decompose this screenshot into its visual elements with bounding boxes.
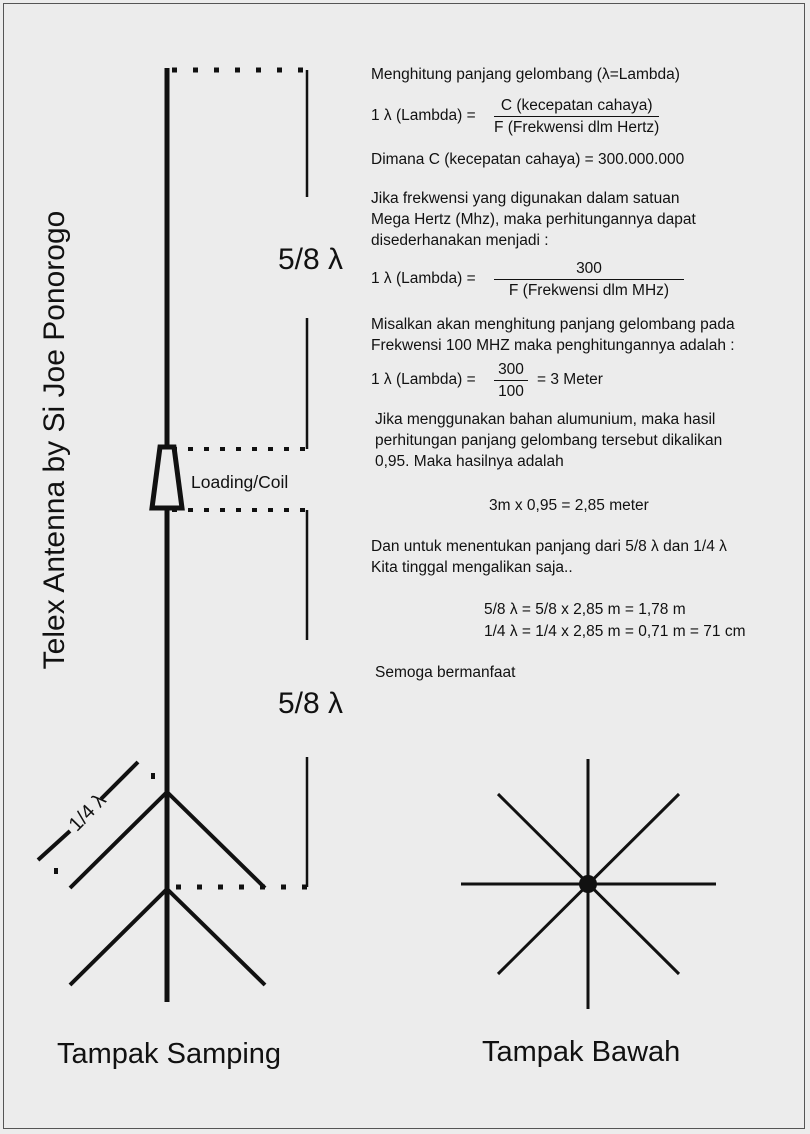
radial-length-label: 1/4 λ (64, 789, 111, 836)
closing-text: Semoga bermanfaat (375, 664, 516, 681)
formula2-numerator: 300 (494, 259, 684, 280)
heading: Menghitung panjang gelombang (λ=Lambda) (371, 66, 680, 83)
formula3-fraction (494, 360, 528, 401)
example-line-2: Frekwensi 100 MHZ maka penghitungannya adalah : (371, 337, 735, 354)
result-one-quarter: 1/4 λ = 1/4 x 2,85 m = 0,71 m = 71 cm (484, 623, 746, 640)
caption-side-view: Tampak Samping (57, 1038, 282, 1070)
star-center (579, 875, 597, 893)
dot-radial-bottom (54, 868, 58, 874)
c-value: Dimana C (kecepatan cahaya) = 300.000.000 (371, 151, 685, 168)
dim-radial-upper (101, 762, 138, 799)
mhz-line-3: disederhanakan menjadi : (371, 232, 549, 249)
formula1-lhs: 1 λ (Lambda) = (371, 107, 476, 124)
side-title: Telex Antenna by Si Joe Ponorogo (38, 210, 71, 670)
formula3-lhs: 1 λ (Lambda) = (371, 371, 476, 388)
determine-line-2: Kita tinggal mengalikan saja.. (371, 559, 573, 576)
lower-length-label: 5/8 λ (278, 687, 344, 720)
radial-lower-left (70, 889, 167, 985)
formula2-fraction (494, 259, 684, 300)
alu-line-3: 0,95. Maka hasilnya adalah (375, 453, 564, 470)
upper-length-label: 5/8 λ (278, 243, 344, 276)
example-line-1: Misalkan akan menghitung panjang gelombang pada (371, 316, 735, 333)
formula1-numerator: C (kecepatan cahaya) (494, 96, 659, 117)
mhz-line-1: Jika frekwensi yang digunakan dalam satuan (371, 190, 680, 207)
determine-line-1: Dan untuk menentukan panjang dari 5/8 λ dan 1/4 λ (371, 538, 727, 555)
formula3-denominator: 100 (498, 383, 524, 400)
alu-result: 3m x 0,95 = 2,85 meter (489, 497, 649, 514)
radial-upper-right (167, 792, 265, 888)
dot-radial-top (151, 773, 155, 779)
caption-bottom-view: Tampak Bawah (482, 1036, 681, 1068)
loading-coil (152, 447, 182, 508)
radial-lower-right (167, 889, 265, 985)
mhz-line-2: Mega Hertz (Mhz), maka perhitungannya dapat (371, 211, 696, 228)
formula3-numerator: 300 (494, 360, 528, 381)
formula1-denominator: F (Frekwensi dlm Hertz) (494, 119, 660, 136)
formula2-denominator: F (Frekwensi dlm MHz) (508, 282, 670, 299)
alu-line-2: perhitungan panjang gelombang tersebut dikalikan (375, 432, 723, 449)
alu-line-1: Jika menggunakan bahan alumunium, maka hasil (375, 411, 716, 428)
dim-radial-lower (38, 831, 70, 860)
formula2-lhs: 1 λ (Lambda) = (371, 270, 476, 287)
result-five-eighths: 5/8 λ = 5/8 x 2,85 m = 1,78 m (484, 601, 686, 618)
coil-label: Loading/Coil (191, 472, 289, 492)
formula3-result: = 3 Meter (537, 371, 603, 388)
formula1-fraction (494, 96, 659, 137)
